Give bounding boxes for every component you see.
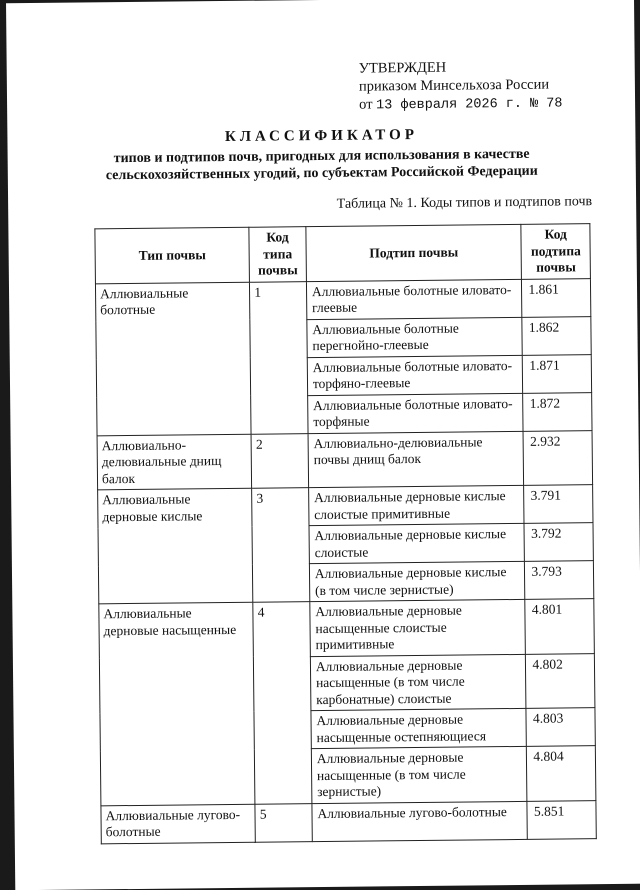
subtype-cell: Аллювиальные болотные перегнойно-глеевые [307, 317, 523, 357]
soil-codes-table [94, 223, 596, 844]
subtype-code-cell: 2.932 [523, 430, 592, 485]
subtype-code-cell: 3.792 [524, 523, 593, 562]
table-body [95, 278, 596, 843]
subtype-code-cell: 4.803 [526, 708, 595, 747]
document-title: КЛАССИФИКАТОР [224, 126, 419, 146]
subtype-code-cell: 1.861 [522, 278, 591, 317]
type-code-cell: 1 [250, 281, 308, 434]
subtype-cell: Аллювиальные дерновые насыщенные слоистые примитивные [310, 599, 526, 656]
subtype-code-cell: 1.862 [522, 316, 591, 355]
subtype-code-cell: 3.793 [525, 561, 594, 600]
soil-type-cell: Аллювиальные дерновые кислые [98, 488, 253, 604]
header-subtype: Подтип почвы [306, 224, 522, 281]
subtype-cell: Аллювиальные лугово-болотные [312, 801, 528, 841]
table-row [101, 800, 596, 843]
subtype-cell: Аллювиальные болотные иловато-глеевые [306, 279, 522, 319]
subtype-cell: Аллювиально-делювиальные почвы днищ балок [308, 431, 524, 488]
subtitle-line-2: сельскохозяйственных угодий, по субъектам Российской Федерации [105, 163, 538, 184]
type-code-cell: 3 [252, 488, 310, 603]
approval-stamp [359, 57, 563, 115]
table-row [98, 485, 593, 528]
table-header-row [95, 224, 591, 284]
approval-date-number: 13 февраля 2026 г. № 78 [376, 96, 563, 114]
subtype-cell: Аллювиальные дерновые кислые слоистые примитивные [308, 485, 524, 525]
subtype-code-cell: 1.872 [523, 392, 592, 431]
header-type-code: Код типа почвы [249, 227, 306, 282]
subtype-code-cell: 3.791 [524, 485, 593, 524]
type-code-cell: 4 [253, 602, 312, 804]
soil-type-cell: Аллювиальные дерновые насыщенные [99, 602, 255, 805]
approval-line-2: приказом Минсельхоза России [358, 76, 550, 95]
table-row [99, 599, 595, 659]
subtype-code-cell: 5.851 [527, 800, 596, 839]
type-code-cell: 2 [251, 433, 308, 488]
soil-type-cell: Аллювиальные болотные [95, 282, 251, 436]
table-caption: Таблица № 1. Коды типов и подтипов почв [336, 194, 593, 212]
document-page [6, 0, 640, 890]
header-subtype-code: Код подтипа почвы [521, 224, 590, 279]
approval-date-prefix: от [359, 96, 373, 113]
subtype-cell: Аллювиальные дерновые кислые (в том числе зернистые) [309, 561, 525, 601]
approval-line-1: УТВЕРЖДЕН [358, 59, 447, 77]
subtype-code-cell: 4.804 [527, 746, 596, 801]
subtype-cell: Аллювиальные дерновые насыщенные (в том числе карбонатные) слоистые [310, 654, 526, 711]
header-soil-type: Тип почвы [95, 227, 250, 283]
subtype-code-cell: 4.802 [526, 653, 595, 708]
subtype-cell: Аллювиальные болотные иловато-торфяные [308, 393, 524, 433]
type-code-cell: 5 [255, 803, 312, 842]
table-row [97, 430, 593, 490]
approval-line-3 [359, 93, 563, 115]
subtype-cell: Аллювиальные дерновые насыщенные (в том числе зернистые) [311, 746, 527, 803]
subtitle-line-1: типов и подтипов почв, пригодных для использования в качестве [113, 146, 530, 167]
soil-type-cell: Аллювиально-делювиальные днищ балок [97, 434, 252, 490]
table-row [95, 278, 590, 321]
subtype-cell: Аллювиальные болотные иловато-торфяно-глеевые [307, 355, 523, 395]
subtype-code-cell: 1.871 [523, 354, 592, 393]
subtype-cell: Аллювиальные дерновые кислые слоистые [309, 523, 525, 563]
document-subtitle [8, 145, 636, 186]
subtype-code-cell: 4.801 [525, 599, 594, 654]
soil-type-cell: Аллювиальные лугово-болотные [101, 804, 256, 844]
subtype-cell: Аллювиальные дерновые насыщенные остепняющиеся [311, 708, 527, 748]
